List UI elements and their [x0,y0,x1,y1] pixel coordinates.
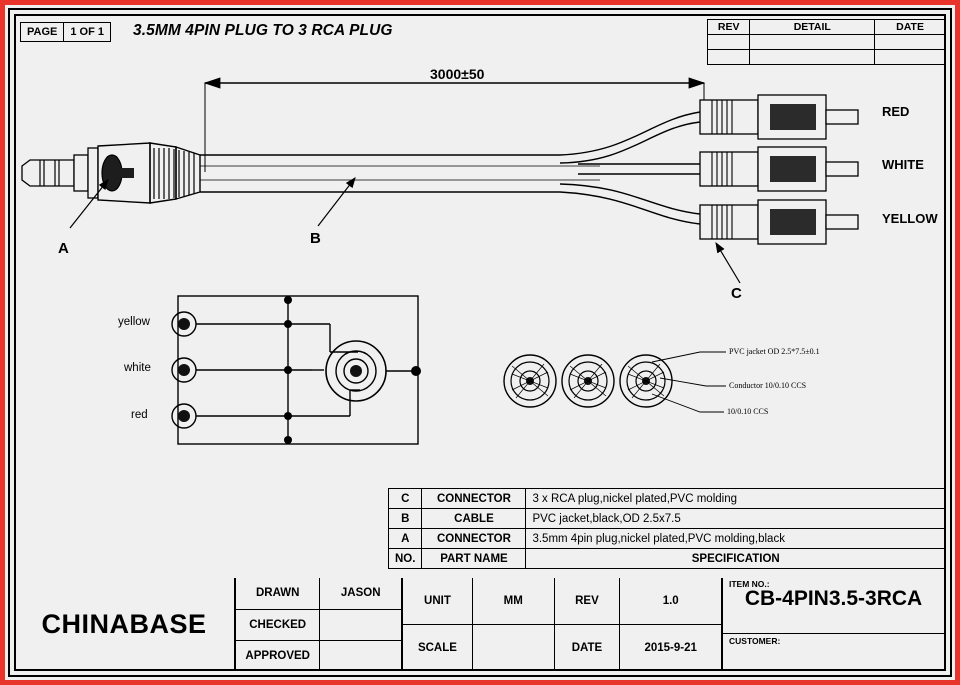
revision-cell-date [875,35,946,50]
revision-cell-detail [750,35,875,50]
checked-value [320,609,402,640]
drawing-title: 3.5MM 4PIN PLUG TO 3 RCA PLUG [133,22,393,39]
spec-key-b: B [389,509,422,529]
page-label: PAGE [27,26,58,38]
revision-header-row [708,20,946,35]
scale-date-row [403,625,722,672]
spec-row-b [389,509,946,529]
note-ccs: 10/0.10 CCS [727,407,769,416]
revision-table [707,19,946,65]
approval-table [236,578,402,671]
customer-label: CUSTOMER: [729,635,781,646]
rca-label-yellow: YELLOW [882,211,938,226]
specification-table [388,488,946,569]
spec-key-a: A [389,529,422,549]
spec-header-no: NO. [389,549,422,569]
unit-value: MM [472,578,554,625]
revision-cell-date [875,50,946,65]
spec-value-c: 3 x RCA plug,nickel plated,PVC molding [526,489,946,509]
spec-header-specification: SPECIFICATION [526,549,946,569]
wiring-label-red: red [131,409,148,421]
scale-value [472,625,554,672]
date-label: DATE [554,625,620,672]
drawn-row [236,578,402,609]
spec-name-c: CONNECTOR [422,489,526,509]
item-no-value: CB-4PIN3.5-3RCA [744,587,923,610]
spec-header-row [389,549,946,569]
company-name: CHINABASE [41,609,207,639]
approved-value [320,640,402,671]
checked-row [236,609,402,640]
customer-row [723,633,945,671]
drawn-label: DRAWN [236,578,320,609]
units-table [402,578,722,671]
item-no-cell [723,578,945,633]
spec-row-c [389,489,946,509]
spec-name-b: CABLE [422,509,526,529]
rca-label-red: RED [882,104,910,119]
wiring-label-white: white [124,362,151,374]
note-conductor: Conductor 10/0.10 CCS [729,381,807,390]
rev-value: 1.0 [620,578,722,625]
revision-header-rev: REV [708,20,750,35]
wiring-label-yellow: yellow [118,316,150,328]
revision-row [708,50,946,65]
item-table [722,578,944,671]
spec-value-a: 3.5mm 4pin plug,nickel plated,PVC molding,black [526,529,946,549]
unit-rev-row [403,578,722,625]
note-pvc-jacket: PVC jacket OD 2.5*7.5±0.1 [729,347,820,356]
spec-row-a [389,529,946,549]
spec-key-c: C [389,489,422,509]
spec-header-part-name: PART NAME [422,549,526,569]
unit-label: UNIT [403,578,473,625]
title-block [14,578,946,671]
revision-row [708,35,946,50]
approved-label: APPROVED [236,640,320,671]
company-cell [14,578,236,671]
spec-value-b: PVC jacket,black,OD 2.5x7.5 [526,509,946,529]
scale-label: SCALE [403,625,473,672]
revision-cell-detail [750,50,875,65]
callout-b: B [310,230,321,247]
approved-row [236,640,402,671]
rev-label: REV [554,578,620,625]
length-dimension-label: 3000±50 [430,66,485,82]
revision-header-detail: DETAIL [750,20,875,35]
page-indicator [20,22,111,42]
page-value: 1 OF 1 [63,23,110,41]
checked-label: CHECKED [236,609,320,640]
spec-name-a: CONNECTOR [422,529,526,549]
date-value: 2015-9-21 [620,625,722,672]
revision-header-date: DATE [875,20,946,35]
callout-c: C [731,285,742,302]
drawn-value: JASON [320,578,402,609]
callout-a: A [58,240,69,257]
customer-cell [723,633,945,671]
revision-cell-rev [708,35,750,50]
revision-cell-rev [708,50,750,65]
item-no-row [723,578,945,633]
rca-label-white: WHITE [882,157,924,172]
item-no-label: ITEM NO.: [729,579,770,589]
